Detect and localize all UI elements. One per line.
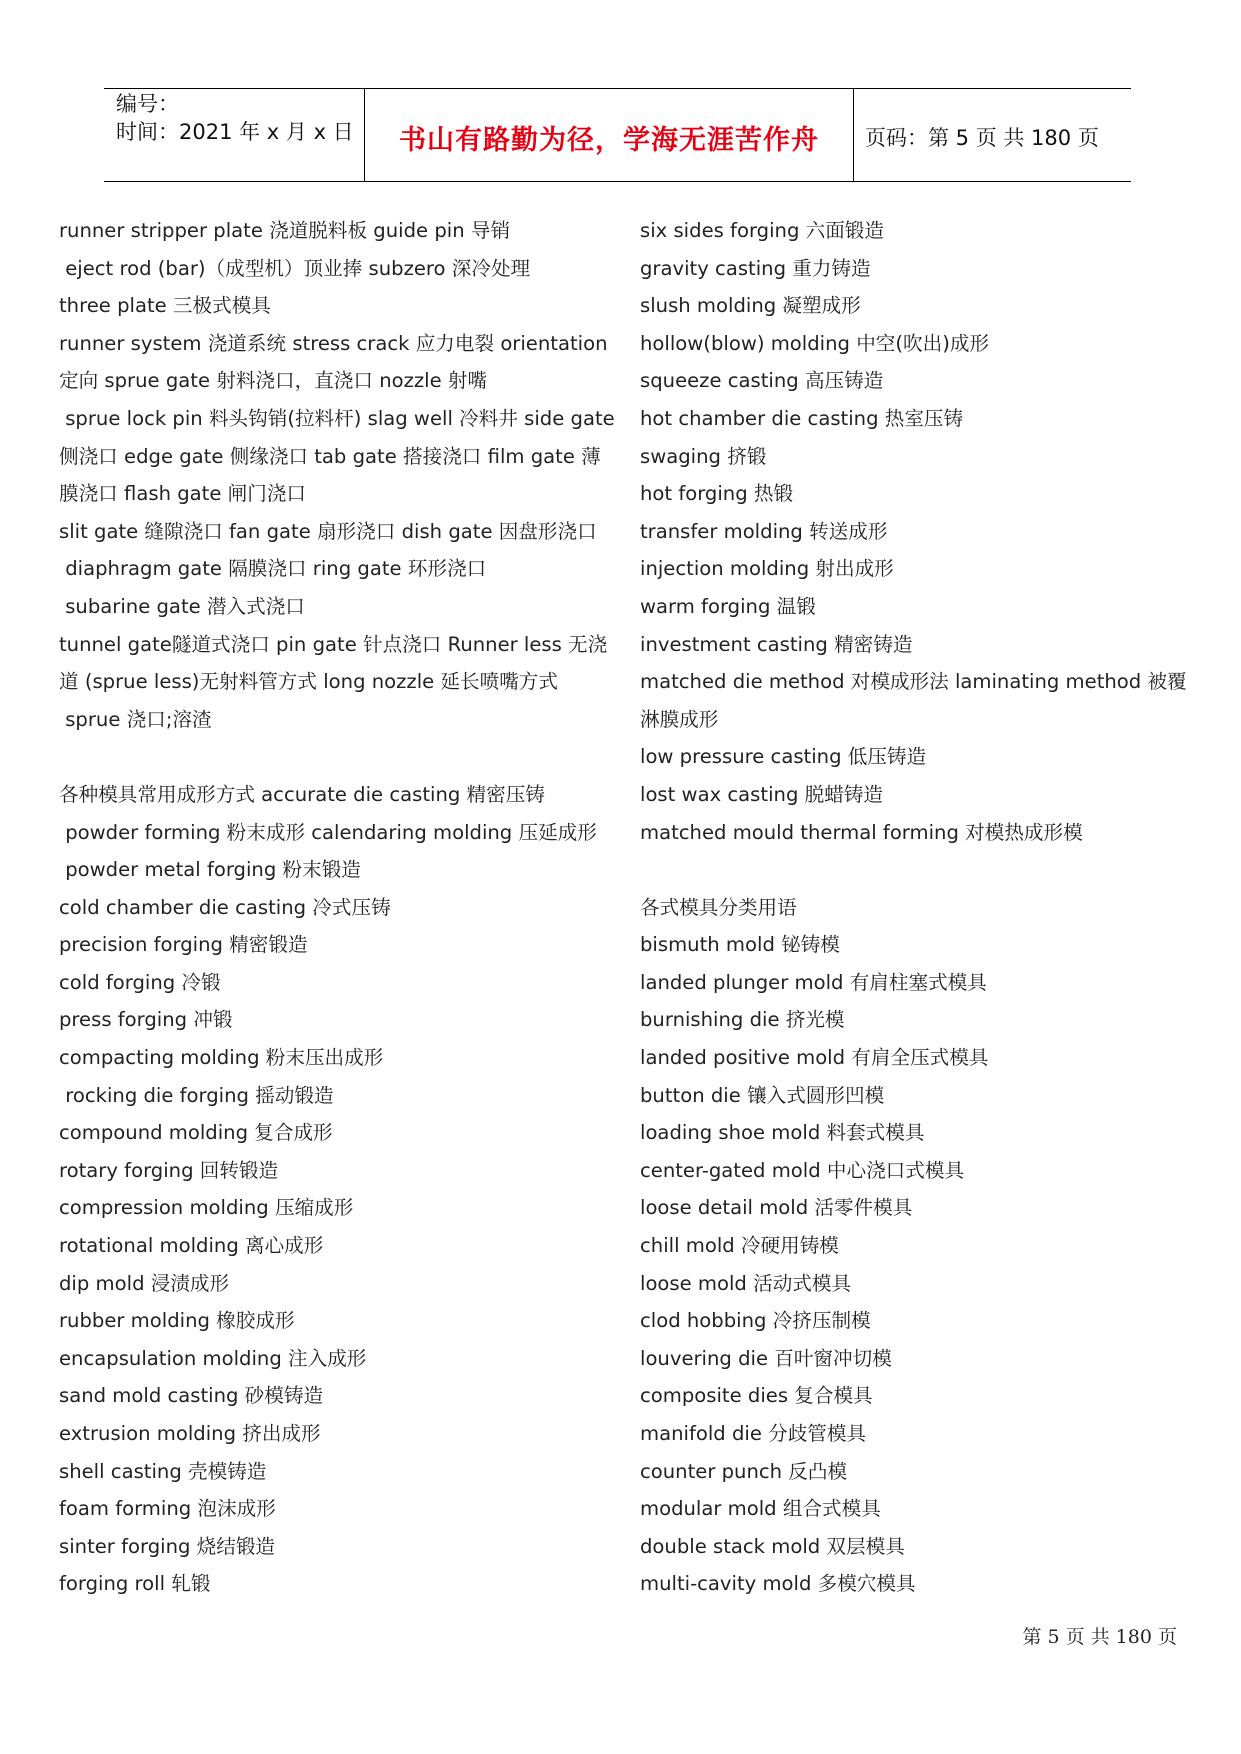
glossary-line: squeeze casting 高压铸造 — [640, 369, 884, 393]
glossary-line — [59, 738, 614, 776]
glossary-line: powder forming 粉末成形 calendaring molding 压延成形 — [59, 820, 597, 844]
glossary-line: investment casting 精密铸造 — [640, 632, 913, 656]
header-motto-cell — [364, 89, 854, 181]
glossary-line: sprue 浇口;溶渣 — [59, 707, 212, 731]
glossary-line: hot chamber die casting 热室压铸 — [640, 406, 964, 430]
glossary-line: matched mould thermal forming 对模热成形模 — [640, 820, 1083, 844]
glossary-line: multi-cavity mold 多模穴模具 — [640, 1572, 916, 1596]
glossary-line: loading shoe mold 料套式模具 — [640, 1121, 925, 1145]
glossary-line: eject rod (bar)（成型机）顶业捧 subzero 深冷处理 — [59, 256, 531, 280]
glossary-line: composite dies 复合模具 — [640, 1384, 873, 1408]
glossary-line: 定向 sprue gate 射料浇口，直浇口 nozzle 射嘴 — [59, 369, 488, 393]
glossary-line: button die 镶入式圆形凹模 — [640, 1083, 885, 1107]
glossary-line: slush molding 凝塑成形 — [640, 294, 861, 318]
glossary-line: shell casting 壳模铸造 — [59, 1459, 267, 1483]
glossary-line: chill mold 冷硬用铸模 — [640, 1234, 839, 1258]
glossary-line: loose detail mold 活零件模具 — [640, 1196, 913, 1220]
glossary-line: landed plunger mold 有肩柱塞式模具 — [640, 970, 987, 994]
glossary-line: counter punch 反凸模 — [640, 1459, 848, 1483]
glossary-line: compound molding 复合成形 — [59, 1121, 333, 1145]
left-column — [59, 212, 614, 1603]
document-number-label: 编号： — [116, 92, 179, 116]
glossary-line — [640, 851, 1180, 889]
glossary-line: warm forging 温锻 — [640, 594, 816, 618]
glossary-line: center-gated mold 中心浇口式模具 — [640, 1158, 965, 1182]
glossary-line: forging roll 轧锻 — [59, 1572, 211, 1596]
glossary-line: double stack mold 双层模具 — [640, 1534, 905, 1558]
glossary-line: clod hobbing 冷挤压制模 — [640, 1309, 871, 1333]
motto-text: 书山有路勤为径，学海无涯苦作舟 — [399, 125, 819, 156]
glossary-line: 侧浇口 edge gate 侧缘浇口 tab gate 搭接浇口 film gate 薄 — [59, 444, 601, 468]
glossary-line: extrusion molding 挤出成形 — [59, 1422, 321, 1445]
glossary-line: 各式模具分类用语 — [640, 895, 797, 919]
page-footer: 第 5 页 共 180 页 — [1022, 1626, 1177, 1648]
glossary-line: press forging 冲锻 — [59, 1008, 233, 1032]
glossary-line: three plate 三极式模具 — [59, 294, 271, 318]
glossary-line: landed positive mold 有肩全压式模具 — [640, 1046, 989, 1070]
glossary-line: runner stripper plate 浇道脱料板 guide pin 导销 — [59, 219, 511, 242]
glossary-line: manifold die 分歧管模具 — [640, 1422, 867, 1445]
glossary-line: loose mold 活动式模具 — [640, 1271, 852, 1295]
glossary-line: matched die method 对模成形法 laminating method 被覆 — [640, 670, 1187, 694]
right-column — [640, 212, 1187, 1603]
glossary-line: rubber molding 橡胶成形 — [59, 1309, 295, 1333]
glossary-line: burnishing die 挤光模 — [640, 1008, 845, 1032]
glossary-line: foam forming 泡沫成形 — [59, 1497, 276, 1521]
glossary-line: 道 (sprue less)无射料管方式 long nozzle 延长喷嘴方式 — [59, 670, 558, 694]
glossary-line: sinter forging 烧结锻造 — [59, 1534, 276, 1558]
header-meta-cell — [104, 89, 364, 181]
glossary-line: modular mold 组合式模具 — [640, 1497, 881, 1521]
glossary-line: sprue lock pin 料头钩销(拉料杆) slag well 冷料井 side gate — [59, 406, 615, 430]
glossary-line: tunnel gate隧道式浇口 pin gate 针点浇口 Runner less 无浇 — [59, 632, 608, 656]
glossary-line: hollow(blow) molding 中空(吹出)成形 — [640, 331, 990, 355]
glossary-line: rotary forging 回转锻造 — [59, 1158, 279, 1182]
glossary-line: 淋膜成形 — [640, 707, 719, 731]
glossary-line: gravity casting 重力铸造 — [640, 256, 871, 280]
glossary-line: rocking die forging 摇动锻造 — [59, 1083, 334, 1107]
glossary-line: slit gate 缝隙浇口 fan gate 扇形浇口 dish gate 因盘形浇口 — [59, 519, 597, 543]
glossary-line: cold forging 冷锻 — [59, 970, 221, 994]
glossary-line: louvering die 百叶窗冲切模 — [640, 1346, 892, 1370]
glossary-line: swaging 挤锻 — [640, 444, 767, 468]
glossary-line: injection molding 射出成形 — [640, 557, 894, 581]
glossary-line: subarine gate 潜入式浇口 — [59, 594, 305, 618]
header-page-cell — [853, 89, 1131, 181]
glossary-line: precision forging 精密锻造 — [59, 933, 308, 957]
glossary-line: transfer molding 转送成形 — [640, 519, 888, 543]
glossary-line: runner system 浇道系统 stress crack 应力电裂 orientation — [59, 331, 608, 355]
page-code-label: 页码：第 5 页 共 180 页 — [865, 126, 1099, 150]
glossary-line: 各种模具常用成形方式 accurate die casting 精密压铸 — [59, 782, 545, 806]
glossary-line: six sides forging 六面锻造 — [640, 219, 884, 242]
glossary-line: cold chamber die casting 冷式压铸 — [59, 895, 391, 919]
glossary-line: bismuth mold 铋铸模 — [640, 933, 840, 957]
glossary-line: sand mold casting 砂模铸造 — [59, 1384, 324, 1408]
glossary-line: compression molding 压缩成形 — [59, 1196, 354, 1220]
document-header — [104, 88, 1131, 182]
glossary-line: 膜浇口 flash gate 闸门浇口 — [59, 482, 306, 506]
glossary-line: low pressure casting 低压铸造 — [640, 745, 927, 769]
glossary-line: hot forging 热锻 — [640, 482, 794, 506]
glossary-line: lost wax casting 脱蜡铸造 — [640, 782, 883, 806]
document-time-label: 时间：2021 年 x 月 x 日 — [116, 120, 354, 144]
glossary-line: diaphragm gate 隔膜浇口 ring gate 环形浇口 — [59, 557, 487, 581]
glossary-line: powder metal forging 粉末锻造 — [59, 858, 361, 882]
glossary-line: compacting molding 粉末压出成形 — [59, 1046, 384, 1070]
glossary-line: encapsulation molding 注入成形 — [59, 1346, 367, 1370]
glossary-line: rotational molding 离心成形 — [59, 1234, 324, 1258]
glossary-line: dip mold 浸渍成形 — [59, 1271, 230, 1295]
